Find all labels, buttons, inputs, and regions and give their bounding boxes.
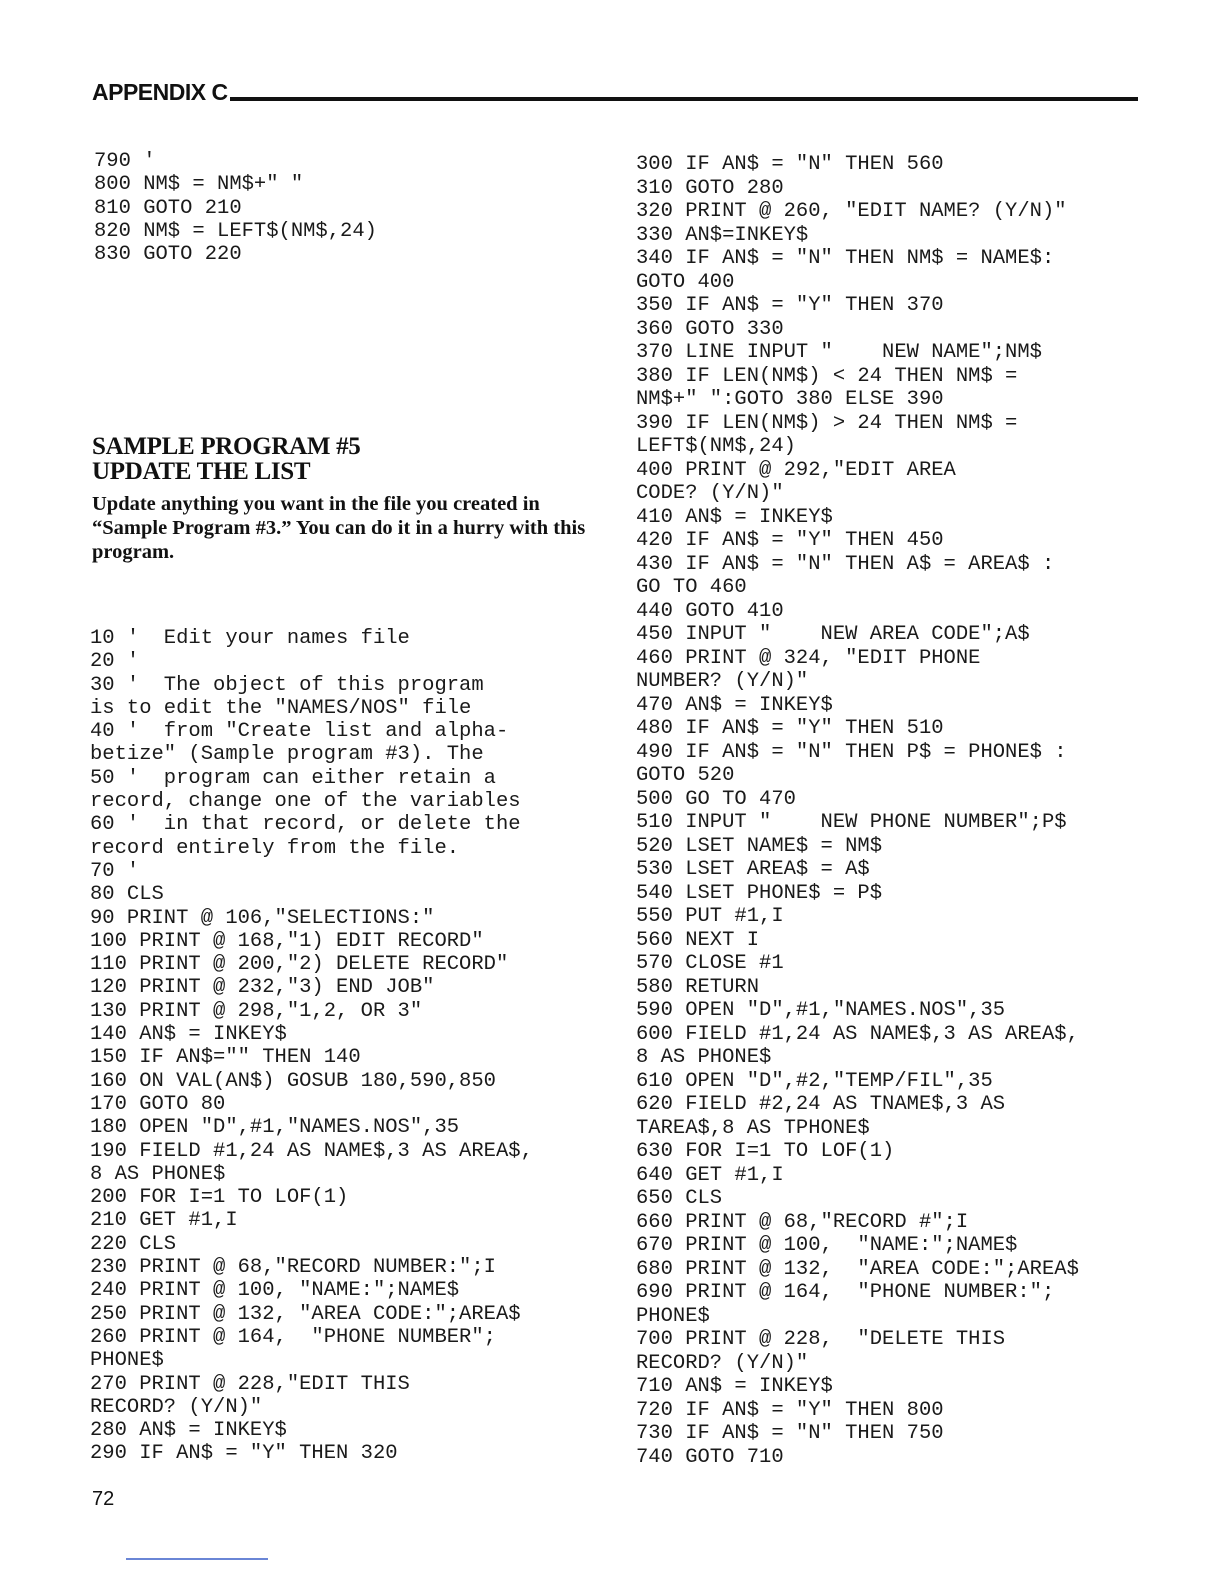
code-listing-top bbox=[94, 150, 377, 266]
code-line: 8 AS PHONE$ bbox=[90, 1162, 226, 1186]
code-line: 510 INPUT " NEW PHONE NUMBER";P$ bbox=[636, 811, 1067, 834]
code-line: 130 PRINT @ 298,"1,2, OR 3" bbox=[90, 999, 423, 1023]
code-line: 800 NM$ = NM$+" " bbox=[94, 173, 304, 197]
code-line: 580 RETURN bbox=[636, 975, 760, 999]
code-line: 700 PRINT @ 228, "DELETE THIS bbox=[636, 1328, 1006, 1351]
page-header bbox=[92, 80, 1138, 104]
code-line: 360 GOTO 330 bbox=[636, 317, 784, 341]
code-line: 640 GET #1,I bbox=[636, 1163, 784, 1187]
code-line: PHONE$ bbox=[636, 1304, 710, 1328]
code-line: 190 FIELD #1,24 AS NAME$,3 AS AREA$, bbox=[90, 1139, 533, 1163]
code-line: 430 IF AN$ = "N" THEN A$ = AREA$ : bbox=[636, 552, 1055, 576]
code-line: 280 AN$ = INKEY$ bbox=[90, 1419, 287, 1443]
section-title bbox=[92, 434, 361, 484]
code-line: 720 IF AN$ = "Y" THEN 800 bbox=[636, 1398, 944, 1422]
code-line: 320 PRINT @ 260, "EDIT NAME? (Y/N)" bbox=[636, 200, 1067, 223]
code-line: 470 AN$ = INKEY$ bbox=[636, 693, 833, 717]
code-line: RECORD? (Y/N)" bbox=[90, 1395, 263, 1419]
code-line: is to edit the "NAMES/NOS" file bbox=[90, 696, 472, 720]
code-line: 120 PRINT @ 232,"3) END JOB" bbox=[90, 976, 435, 1000]
code-line: 830 GOTO 220 bbox=[94, 243, 242, 267]
code-line: 740 GOTO 710 bbox=[636, 1445, 784, 1469]
code-line: 260 PRINT @ 164, "PHONE NUMBER"; bbox=[90, 1325, 496, 1349]
code-line: NM$+" ":GOTO 380 ELSE 390 bbox=[636, 388, 944, 411]
code-line: 50 ' program can either retain a bbox=[90, 766, 496, 790]
section-title-line2: UPDATE THE LIST bbox=[92, 458, 311, 485]
section-title-line1: SAMPLE PROGRAM #5 bbox=[92, 433, 361, 460]
code-line: GOTO 520 bbox=[636, 764, 735, 787]
code-line: 550 PUT #1,I bbox=[636, 905, 784, 928]
code-line: 290 IF AN$ = "Y" THEN 320 bbox=[90, 1442, 398, 1466]
code-line: 160 ON VAL(AN$) GOSUB 180,590,850 bbox=[90, 1069, 496, 1093]
code-line: 490 IF AN$ = "N" THEN P$ = PHONE$ : bbox=[636, 740, 1067, 764]
code-line: 80 CLS bbox=[90, 883, 164, 907]
code-line: 540 LSET PHONE$ = P$ bbox=[636, 881, 883, 905]
code-line: 600 FIELD #1,24 AS NAME$,3 AS AREA$, bbox=[636, 1022, 1079, 1046]
code-line: 230 PRINT @ 68,"RECORD NUMBER:";I bbox=[90, 1256, 496, 1280]
code-line: 350 IF AN$ = "Y" THEN 370 bbox=[636, 294, 944, 317]
code-line: 100 PRINT @ 168,"1) EDIT RECORD" bbox=[90, 929, 484, 953]
code-line: 340 IF AN$ = "N" THEN NM$ = NAME$: bbox=[636, 247, 1055, 270]
code-line: 590 OPEN "D",#1,"NAMES.NOS",35 bbox=[636, 999, 1006, 1022]
code-line: 710 AN$ = INKEY$ bbox=[636, 1375, 833, 1398]
code-line: 310 GOTO 280 bbox=[636, 176, 784, 200]
code-line: 60 ' in that record, or delete the bbox=[90, 813, 521, 837]
code-line: 390 IF LEN(NM$) > 24 THEN NM$ = bbox=[636, 411, 1018, 435]
code-line: TAREA$,8 AS TPHONE$ bbox=[636, 1116, 870, 1140]
header-rule bbox=[92, 97, 1138, 101]
code-line: 620 FIELD #2,24 AS TNAME$,3 AS bbox=[636, 1093, 1006, 1116]
code-line: 40 ' from "Create list and alpha- bbox=[90, 720, 509, 744]
code-line: GOTO 400 bbox=[636, 270, 735, 294]
code-line: 150 IF AN$="" THEN 140 bbox=[90, 1046, 361, 1070]
code-listing-right bbox=[636, 153, 1079, 1469]
code-line: 410 AN$ = INKEY$ bbox=[636, 505, 833, 529]
code-line: 820 NM$ = LEFT$(NM$,24) bbox=[94, 219, 377, 243]
code-line: 110 PRINT @ 200,"2) DELETE RECORD" bbox=[90, 953, 509, 977]
code-listing-left bbox=[90, 627, 533, 1466]
header-title: APPENDIX C bbox=[92, 79, 228, 105]
code-line: 690 PRINT @ 164, "PHONE NUMBER:"; bbox=[636, 1281, 1055, 1304]
code-line: record entirely from the file. bbox=[90, 836, 460, 860]
code-line: 240 PRINT @ 100, "NAME:";NAME$ bbox=[90, 1279, 460, 1303]
code-line: LEFT$(NM$,24) bbox=[636, 435, 796, 458]
code-line: 460 PRINT @ 324, "EDIT PHONE bbox=[636, 646, 981, 670]
code-line: GO TO 460 bbox=[636, 576, 747, 599]
code-line: betize" (Sample program #3). The bbox=[90, 743, 484, 767]
code-line: 810 GOTO 210 bbox=[94, 196, 242, 220]
code-line: 210 GET #1,I bbox=[90, 1209, 238, 1233]
code-line: 680 PRINT @ 132, "AREA CODE:";AREA$ bbox=[636, 1257, 1079, 1281]
code-line: 480 IF AN$ = "Y" THEN 510 bbox=[636, 717, 944, 740]
code-line: CODE? (Y/N)" bbox=[636, 482, 784, 505]
footer-rule bbox=[126, 1558, 268, 1560]
code-line: 610 OPEN "D",#2,"TEMP/FIL",35 bbox=[636, 1069, 993, 1093]
code-line: 570 CLOSE #1 bbox=[636, 952, 784, 975]
code-line: 730 IF AN$ = "N" THEN 750 bbox=[636, 1422, 944, 1445]
code-line: 370 LINE INPUT " NEW NAME";NM$ bbox=[636, 341, 1042, 364]
code-line: 200 FOR I=1 TO LOF(1) bbox=[90, 1186, 349, 1210]
code-line: 650 CLS bbox=[636, 1187, 723, 1210]
code-line: NUMBER? (Y/N)" bbox=[636, 670, 809, 693]
code-line: 140 AN$ = INKEY$ bbox=[90, 1023, 287, 1047]
code-line: 420 IF AN$ = "Y" THEN 450 bbox=[636, 529, 944, 552]
code-line: 560 NEXT I bbox=[636, 928, 760, 952]
code-line: 530 LSET AREA$ = A$ bbox=[636, 858, 870, 881]
code-line: 660 PRINT @ 68,"RECORD #";I bbox=[636, 1210, 969, 1234]
code-line: 440 GOTO 410 bbox=[636, 599, 784, 623]
code-line: 790 ' bbox=[94, 150, 156, 173]
code-line: 220 CLS bbox=[90, 1232, 177, 1256]
code-line: 450 INPUT " NEW AREA CODE";A$ bbox=[636, 623, 1030, 646]
code-line: 10 ' Edit your names file bbox=[90, 627, 410, 650]
code-line: 180 OPEN "D",#1,"NAMES.NOS",35 bbox=[90, 1116, 460, 1140]
code-line: 170 GOTO 80 bbox=[90, 1092, 226, 1116]
code-line: 70 ' bbox=[90, 859, 140, 883]
section-intro: Update anything you want in the file you created in “Sample Program #3.” You can do it in a hurry with this program. bbox=[92, 493, 586, 563]
code-line: 400 PRINT @ 292,"EDIT AREA bbox=[636, 458, 956, 482]
code-line: 30 ' The object of this program bbox=[90, 673, 484, 697]
code-line: 630 FOR I=1 TO LOF(1) bbox=[636, 1140, 895, 1163]
code-line: record, change one of the variables bbox=[90, 790, 521, 814]
code-line: 270 PRINT @ 228,"EDIT THIS bbox=[90, 1372, 410, 1396]
code-line: 300 IF AN$ = "N" THEN 560 bbox=[636, 153, 944, 176]
code-line: 670 PRINT @ 100, "NAME:";NAME$ bbox=[636, 1234, 1018, 1257]
code-line: 330 AN$=INKEY$ bbox=[636, 223, 809, 247]
code-line: PHONE$ bbox=[90, 1349, 164, 1373]
code-line: RECORD? (Y/N)" bbox=[636, 1351, 809, 1375]
page-number: 72 bbox=[92, 1488, 115, 1510]
code-line: 8 AS PHONE$ bbox=[636, 1046, 772, 1069]
code-line: 250 PRINT @ 132, "AREA CODE:";AREA$ bbox=[90, 1302, 521, 1326]
code-line: 90 PRINT @ 106,"SELECTIONS:" bbox=[90, 906, 435, 930]
code-line: 380 IF LEN(NM$) < 24 THEN NM$ = bbox=[636, 364, 1018, 388]
code-line: 520 LSET NAME$ = NM$ bbox=[636, 834, 883, 858]
code-line: 500 GO TO 470 bbox=[636, 787, 796, 811]
code-line: 20 ' bbox=[90, 650, 140, 674]
